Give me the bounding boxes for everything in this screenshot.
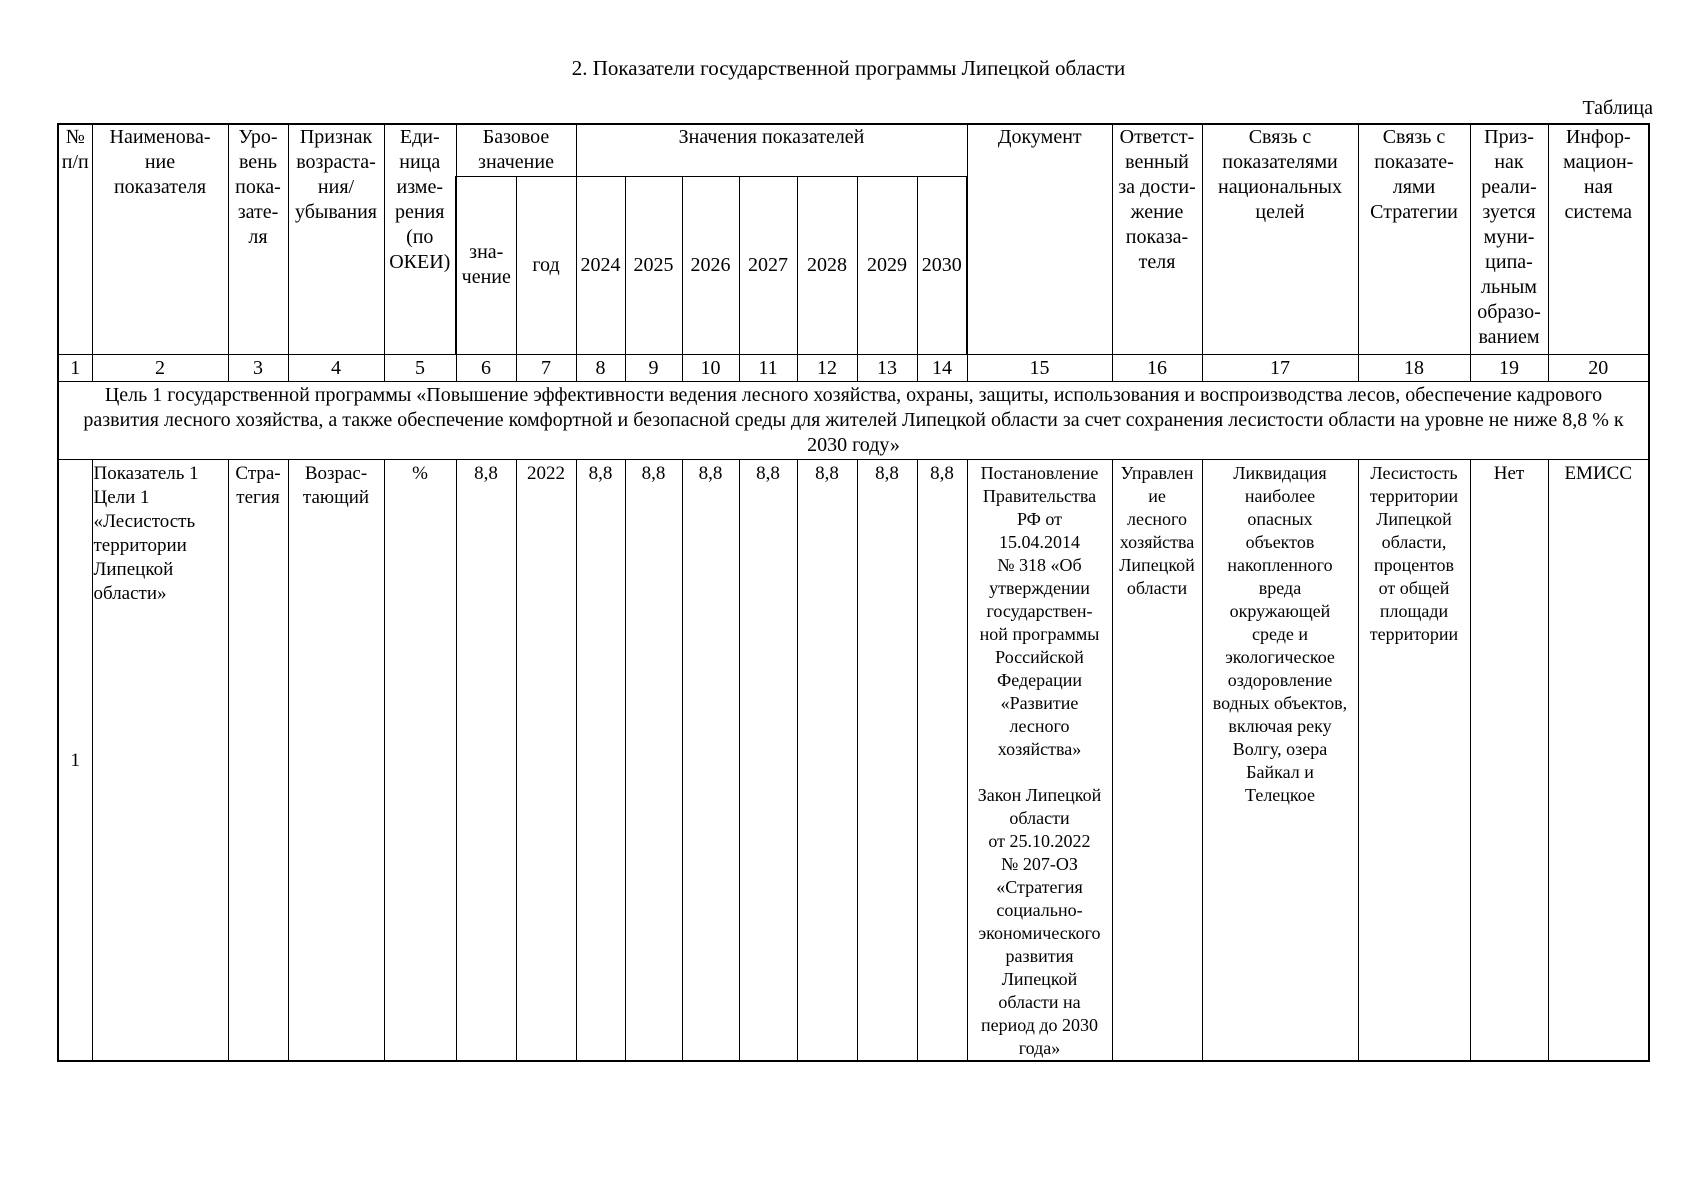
header-base-value-group: Базовое значение bbox=[456, 124, 576, 176]
column-number: 8 bbox=[576, 354, 625, 381]
header-national-goals: Связь с показателями национальных целей bbox=[1202, 124, 1358, 354]
indicator-trend: Возрас- тающий bbox=[288, 459, 384, 1061]
column-number: 5 bbox=[384, 354, 456, 381]
table-row bbox=[58, 459, 1649, 1061]
value-2025: 8,8 bbox=[625, 459, 682, 1061]
header-year-2030: 2030 bbox=[917, 176, 967, 354]
document-text: Постановление Правительства РФ от 15.04.2014 № 318 «Об утверждении государствен- ной программы Российской Федерации «Развитие лесного хозяйства» Закон Липецкой области от 25.10.2022 № 207-ОЗ «Стратегия социально- экономического развития Липецкой области на период до 2030 года» bbox=[967, 459, 1112, 1061]
header-document: Документ bbox=[967, 124, 1112, 354]
indicator-unit: % bbox=[384, 459, 456, 1061]
column-number: 20 bbox=[1548, 354, 1649, 381]
column-number-row bbox=[58, 354, 1649, 381]
header-municipal: Приз- нак реали- зуется муни- ципа- льным образо- ванием bbox=[1470, 124, 1548, 354]
column-number: 12 bbox=[797, 354, 857, 381]
column-number: 16 bbox=[1112, 354, 1202, 381]
column-number: 11 bbox=[739, 354, 797, 381]
header-indicator-name: Наименова- ние показателя bbox=[92, 124, 228, 354]
header-trend: Признак возраста- ния/ убывания bbox=[288, 124, 384, 354]
info-system: ЕМИСС bbox=[1548, 459, 1649, 1061]
value-2026: 8,8 bbox=[682, 459, 739, 1061]
value-2029: 8,8 bbox=[857, 459, 917, 1061]
header-year-2028: 2028 bbox=[797, 176, 857, 354]
header-base-value: зна- чение bbox=[456, 176, 516, 354]
table-label: Таблица bbox=[1582, 97, 1653, 119]
column-number: 18 bbox=[1358, 354, 1470, 381]
value-2030: 8,8 bbox=[917, 459, 967, 1061]
indicator-level: Стра- тегия bbox=[228, 459, 288, 1061]
header-number: № п/п bbox=[58, 124, 92, 354]
column-number: 15 bbox=[967, 354, 1112, 381]
header-year-2025: 2025 bbox=[625, 176, 682, 354]
header-year-2024: 2024 bbox=[576, 176, 625, 354]
municipal-flag: Нет bbox=[1470, 459, 1548, 1061]
column-number: 3 bbox=[228, 354, 288, 381]
header-year-2026: 2026 bbox=[682, 176, 739, 354]
column-number: 14 bbox=[917, 354, 967, 381]
goal-text: Цель 1 государственной программы «Повышение эффективности ведения лесного хозяйства, охраны, защиты, использования и воспроизводства лесов, обеспечение кадрового развития лесного хозяйства, а также обеспечение комфортной и безопасной среды для жителей Липецкой области за счет сохранения лесистости области на уровне не ниже 8,8 % к 2030 году» bbox=[58, 381, 1649, 459]
base-value: 8,8 bbox=[456, 459, 516, 1061]
goal-row bbox=[58, 381, 1649, 459]
column-number: 13 bbox=[857, 354, 917, 381]
header-indicator-level: Уро- вень пока- зате- ля bbox=[228, 124, 288, 354]
page-title: 2. Показатели государственной программы Липецкой области bbox=[571, 56, 1126, 80]
national-goals-text: Ликвидация наиболее опасных объектов накопленного вреда окружающей среде и экологическое оздоровление водных объектов, включая реку Волгу, озера Байкал и Телецкое bbox=[1202, 459, 1358, 1061]
column-number: 19 bbox=[1470, 354, 1548, 381]
column-number: 10 bbox=[682, 354, 739, 381]
row-number: 1 bbox=[58, 459, 92, 1061]
value-2027: 8,8 bbox=[739, 459, 797, 1061]
header-year-2027: 2027 bbox=[739, 176, 797, 354]
column-number: 7 bbox=[516, 354, 576, 381]
header-values-group: Значения показателей bbox=[576, 124, 967, 176]
column-number: 6 bbox=[456, 354, 516, 381]
value-2028: 8,8 bbox=[797, 459, 857, 1061]
header-strategy: Связь с показате- лями Стратегии bbox=[1358, 124, 1470, 354]
column-number: 2 bbox=[92, 354, 228, 381]
column-number: 17 bbox=[1202, 354, 1358, 381]
header-base-year: год bbox=[516, 176, 576, 354]
column-number: 4 bbox=[288, 354, 384, 381]
indicator-name: Показатель 1 Цели 1 «Лесистость территории Липецкой области» bbox=[92, 459, 228, 1061]
header-responsible: Ответст- венный за дости- жение показа- теля bbox=[1112, 124, 1202, 354]
header-year-2029: 2029 bbox=[857, 176, 917, 354]
header-unit: Еди- ница изме- рения (по ОКЕИ) bbox=[384, 124, 456, 354]
header-info-system: Инфор- мацион- ная система bbox=[1548, 124, 1649, 354]
column-number: 9 bbox=[625, 354, 682, 381]
strategy-text: Лесистость территории Липецкой области, процентов от общей площади территории bbox=[1358, 459, 1470, 1061]
responsible-text: Управлен ие лесного хозяйства Липецкой области bbox=[1112, 459, 1202, 1061]
column-number: 1 bbox=[58, 354, 92, 381]
indicators-table bbox=[57, 123, 1650, 1062]
value-2024: 8,8 bbox=[576, 459, 625, 1061]
base-year: 2022 bbox=[516, 459, 576, 1061]
